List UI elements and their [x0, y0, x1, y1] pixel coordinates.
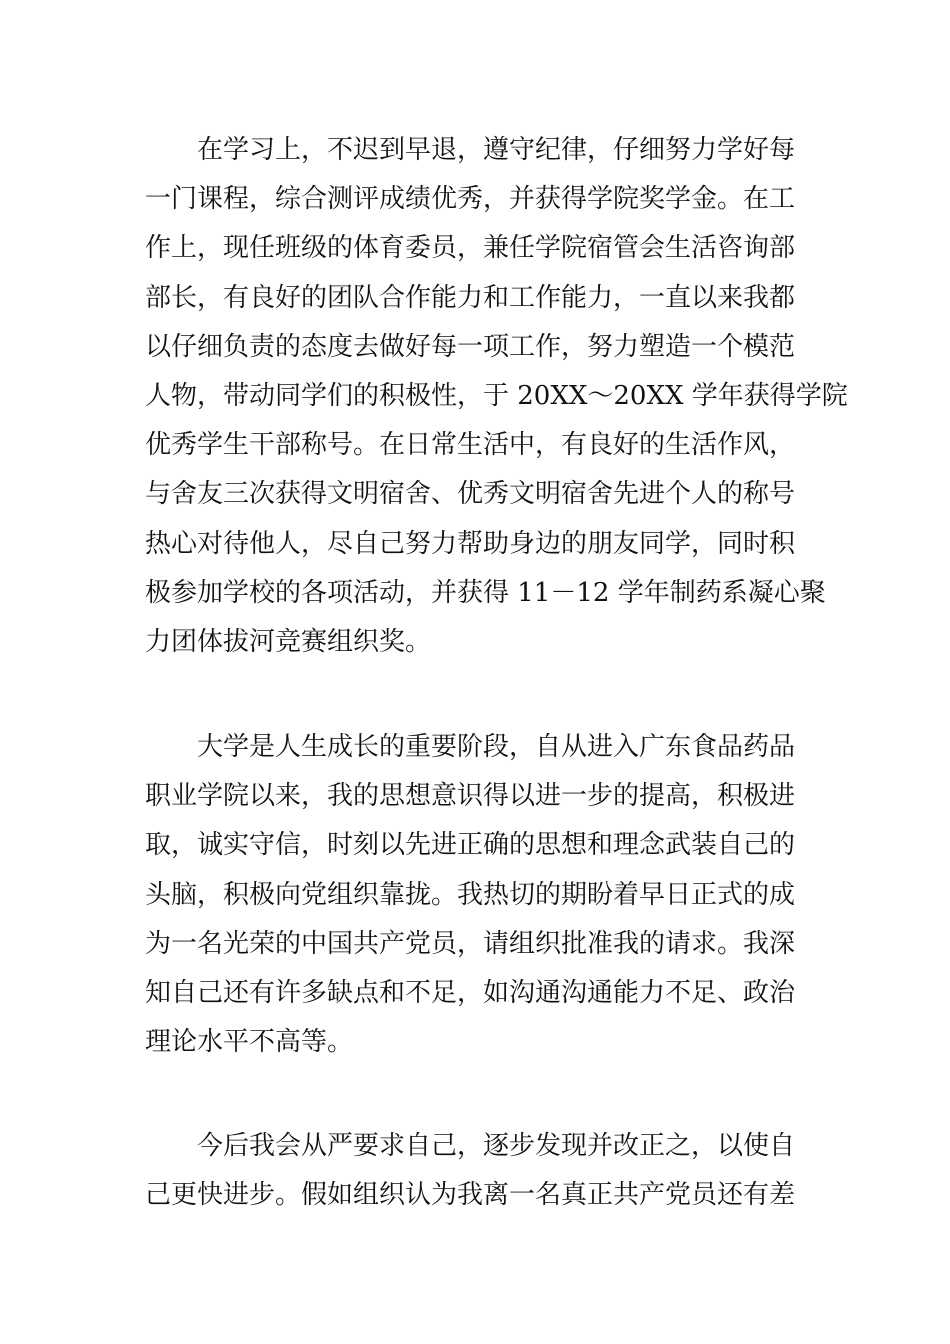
text-line: 极参加学校的各项活动，并获得 11－12 学年制药系凝心聚 [145, 577, 826, 608]
text-line: 优秀学生干部称号。在日常生活中，有良好的生活作风， [145, 430, 796, 461]
text-line: 人物，带动同学们的积极性，于 20XX～20XX 学年获得学院 [145, 380, 848, 411]
paragraph-future-commitment [145, 1122, 810, 1220]
text-line: 作上，现任班级的体育委员，兼任学院宿管会生活咨询部 [145, 233, 796, 264]
text-line: 职业学院以来，我的思想意识得以进一步的提高，积极进 [145, 781, 796, 812]
text-line: 己更快进步。假如组织认为我离一名真正共产党员还有差 [145, 1180, 796, 1211]
text-line: 理论水平不高等。 [145, 1027, 354, 1058]
text-line: 在学习上，不迟到早退，遵守纪律，仔细努力学好每 [197, 135, 796, 165]
text-line: 为一名光荣的中国共产党员，请组织批准我的请求。我深 [145, 928, 796, 959]
paragraph-university-growth [145, 723, 810, 1067]
text-line: 知自己还有许多缺点和不足，如沟通沟通能力不足、政治 [145, 977, 796, 1008]
text-line: 大学是人生成长的重要阶段，自从进入广东食品药品 [197, 732, 796, 762]
text-line: 一门课程，综合测评成绩优秀，并获得学院奖学金。在工 [145, 184, 796, 215]
text-line: 头脑，积极向党组织靠拢。我热切的期盼着早日正式的成 [145, 879, 796, 910]
text-line: 取，诚实守信，时刻以先进正确的思想和理念武装自己的 [145, 830, 796, 861]
text-line: 今后我会从严要求自己，逐步发现并改正之，以使自 [197, 1131, 796, 1161]
text-line: 与舍友三次获得文明宿舍、优秀文明宿舍先进个人的称号 [145, 479, 796, 510]
text-line: 力团体拔河竞赛组织奖。 [145, 626, 432, 657]
text-line: 热心对待他人，尽自己努力帮助身边的朋友同学，同时积 [145, 528, 796, 559]
text-line: 以仔细负责的态度去做好每一项工作，努力塑造一个模范 [145, 331, 796, 362]
text-line: 部长，有良好的团队合作能力和工作能力，一直以来我都 [145, 282, 796, 313]
paragraph-study-and-work [145, 126, 848, 667]
